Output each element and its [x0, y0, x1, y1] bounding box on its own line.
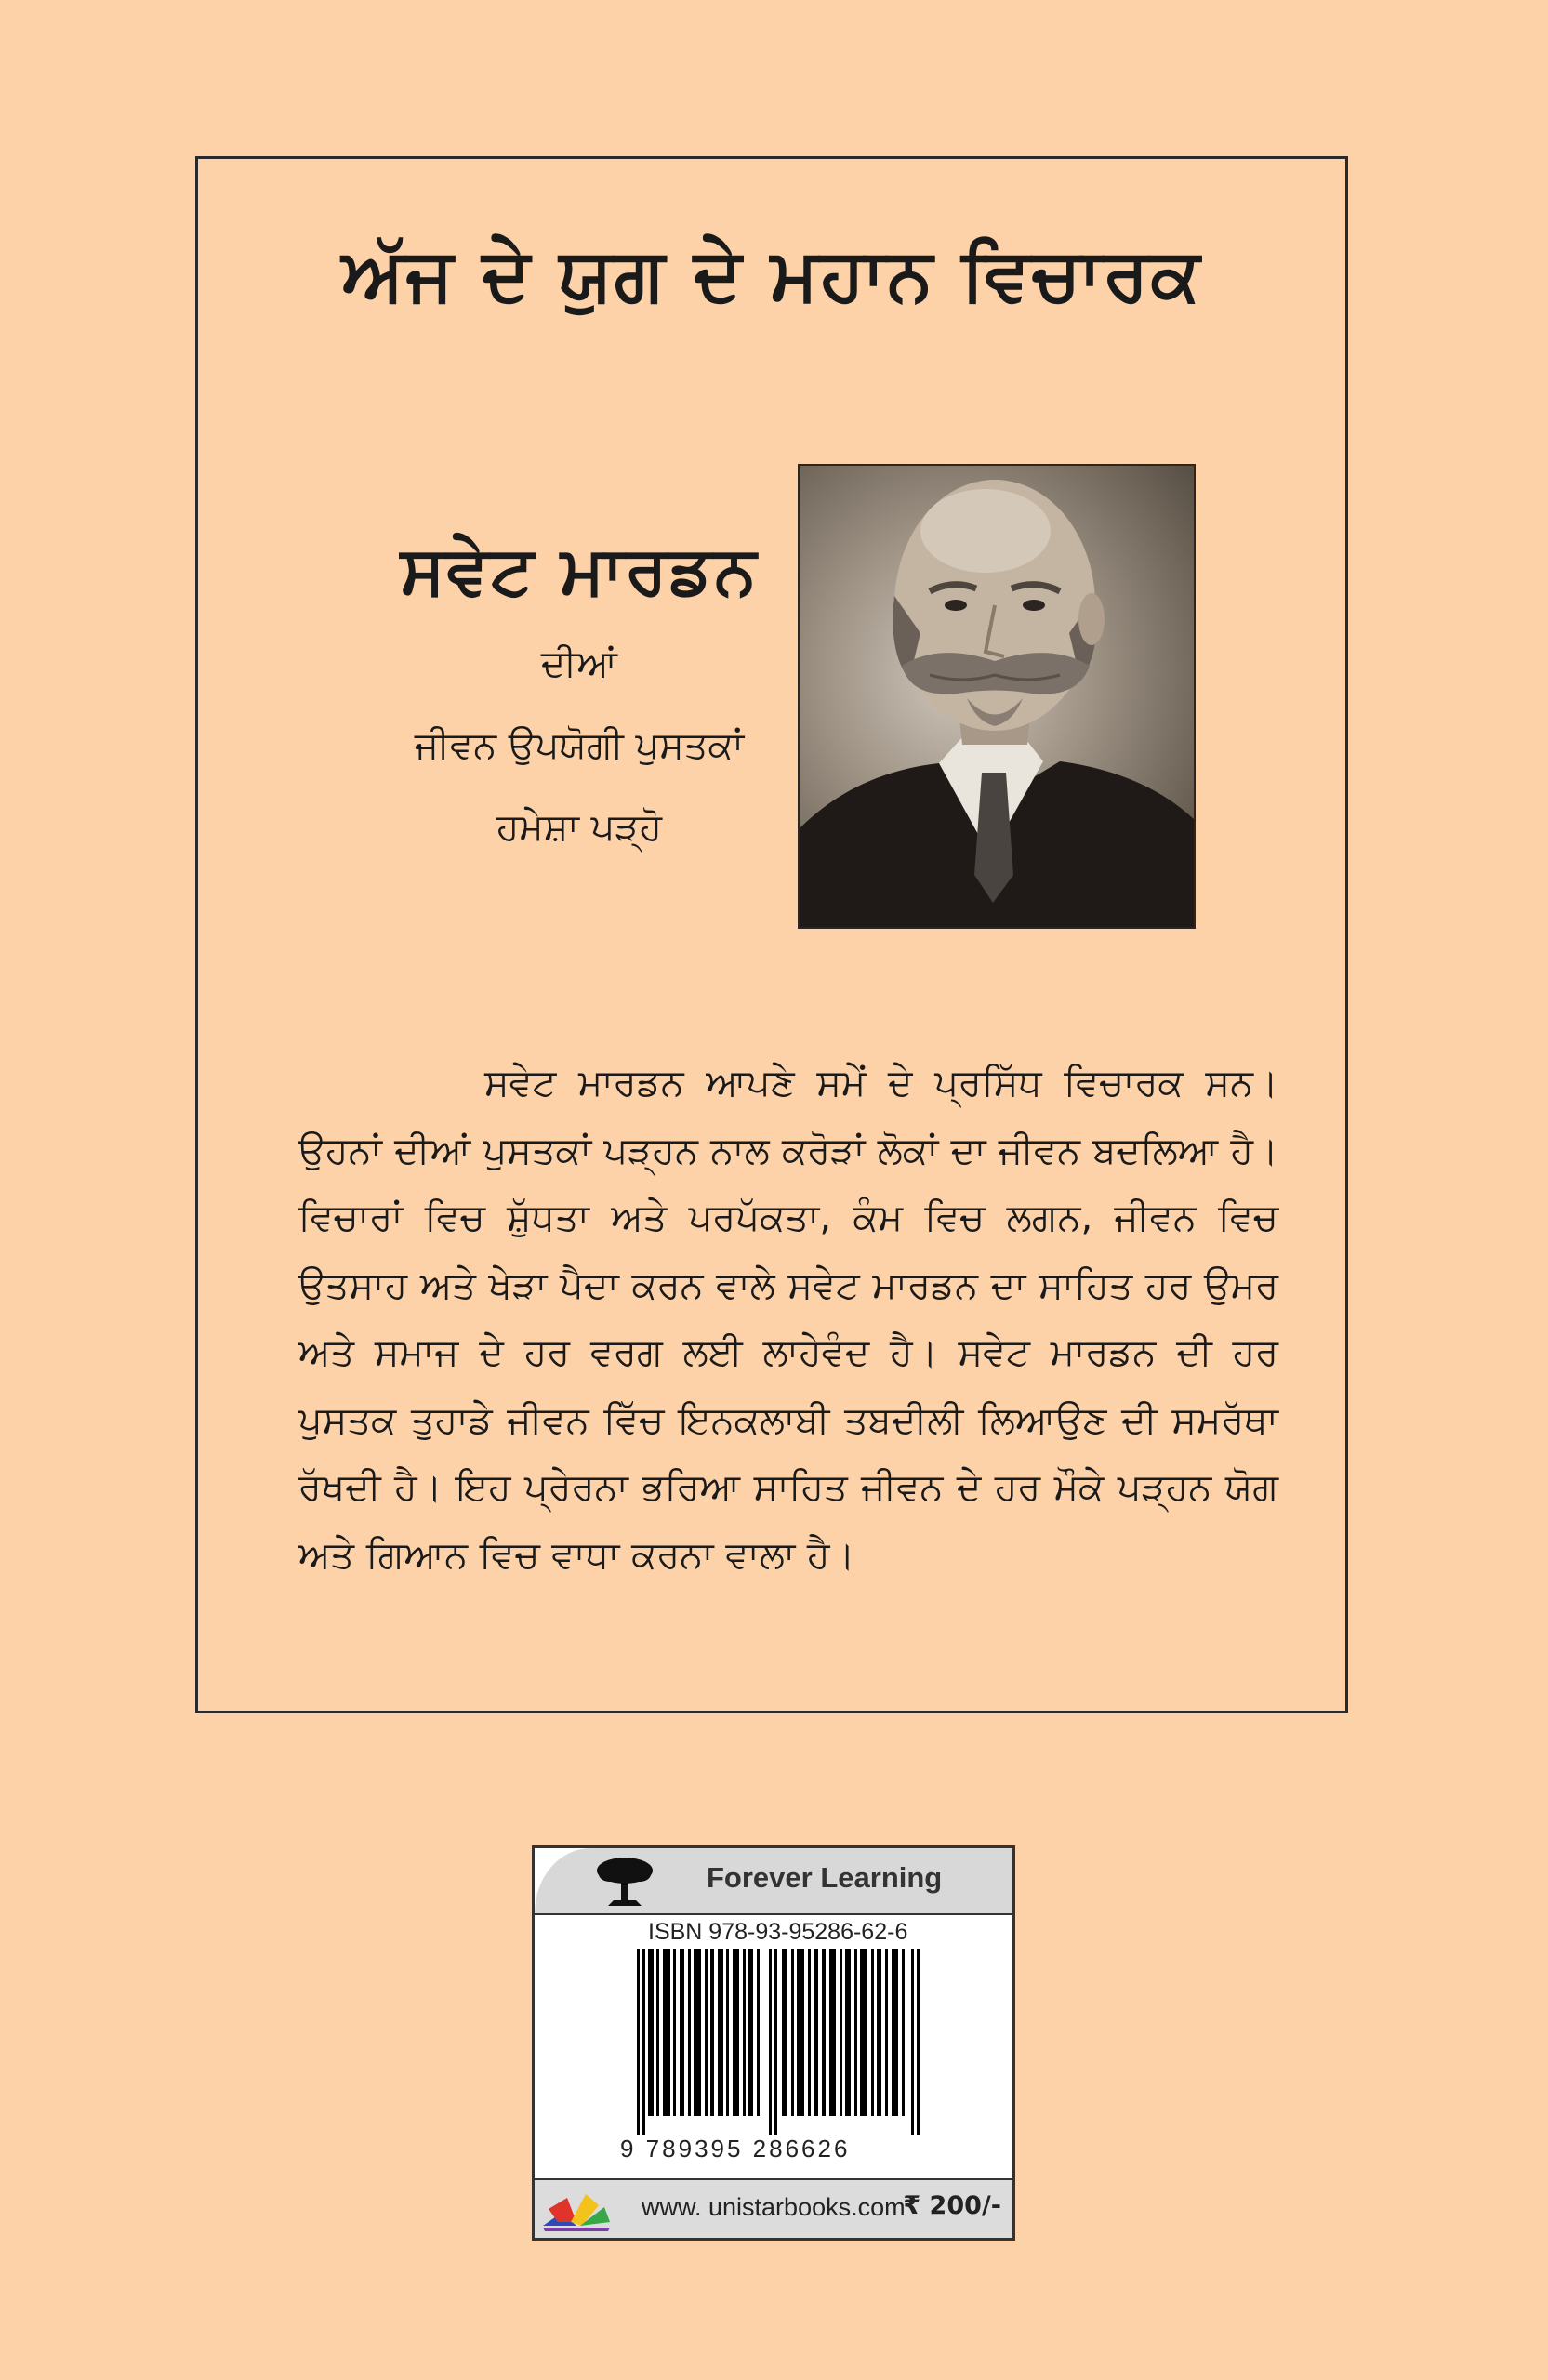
barcode-bars — [637, 1949, 923, 2135]
barcode-digits: 9 789395 286626 — [620, 2135, 851, 2162]
cover-frame — [195, 156, 1348, 1713]
subtitle-line-1: ਦੀਆਂ — [540, 642, 618, 685]
subtitle-line-3: ਹਮੇਸ਼ਾ ਪੜ੍ਹੋ — [496, 806, 663, 849]
tree-icon — [595, 1854, 655, 1908]
barcode-panel — [532, 1845, 1015, 2241]
book-price: ₹ 200/- — [903, 2191, 1001, 2220]
barcode-header — [535, 1848, 1012, 1915]
publisher-website: www. unistarbooks.com — [642, 2193, 906, 2221]
publisher-logo-icon — [539, 2185, 614, 2233]
barcode-footer — [535, 2178, 1012, 2238]
publisher-slogan: Forever Learning — [707, 1861, 943, 1894]
subtitle-line-2: ਜੀਵਨ ਉਪਯੋਗੀ ਪੁਸਤਕਾਂ — [414, 724, 745, 767]
portrait-illustration — [800, 466, 1194, 927]
book-description: ਸਵੇਟ ਮਾਰਡਨ ਆਪਣੇ ਸਮੇਂ ਦੇ ਪ੍ਰਸਿੱਧ ਵਿਚਾਰਕ ਸਨ। ਉਹਨਾਂ ਦੀਆਂ ਪੁਸਤਕਾਂ ਪੜ੍ਹਨ ਨਾਲ ਕਰੋੜਾਂ ਲੋਕਾਂ ਦਾ ਜੀਵਨ ਬਦਲਿਆ ਹੈ। ਵਿਚਾਰਾਂ ਵਿਚ ਸ਼ੁੱਧਤਾ ਅਤੇ ਪਰਪੱਕਤਾ, ਕੰਮ ਵਿਚ ਲਗਨ, ਜੀਵਨ ਵਿਚ ਉਤਸਾਹ ਅਤੇ ਖੇੜਾ ਪੈਦਾ ਕਰਨ ਵਾਲੇ ਸਵੇਟ ਮਾਰਡਨ ਦਾ ਸਾਹਿਤ ਹਰ ਉਮਰ ਅਤੇ ਸਮਾਜ ਦੇ ਹਰ ਵਰਗ ਲਈ ਲਾਹੇਵੰਦ ਹੈ। ਸਵੇਟ ਮਾਰਡਨ ਦੀ ਹਰ ਪੁਸਤਕ ਤੁਹਾਡੇ ਜੀਵਨ ਵਿੱਚ ਇਨਕਲਾਬੀ ਤਬਦੀਲੀ ਲਿਆਉਣ ਦੀ ਸਮਰੱਥਾ ਰੱਖਦੀ ਹੈ। ਇਹ ਪ੍ਰੇਰਨਾ ਭਰਿਆ ਸਾਹਿਤ ਜੀਵਨ ਦੇ ਹਰ ਮੌਕੇ ਪੜ੍ਹਨ ਯੋਗ ਅਤੇ ਗਿਆਨ ਵਿਚ ਵਾਧਾ ਕਰਨਾ ਵਾਲਾ ਹੈ। — [298, 1062, 1278, 1577]
author-portrait — [798, 464, 1196, 929]
isbn-number: ISBN 978-93-95286-62-6 — [648, 1919, 908, 1945]
author-name: ਸਵੇਟ ਮਾਰਡਨ — [400, 531, 759, 609]
book-title: ਅੱਜ ਦੇ ਯੁਗ ਦੇ ਮਹਾਨ ਵਿਚਾਰਕ — [341, 233, 1202, 317]
